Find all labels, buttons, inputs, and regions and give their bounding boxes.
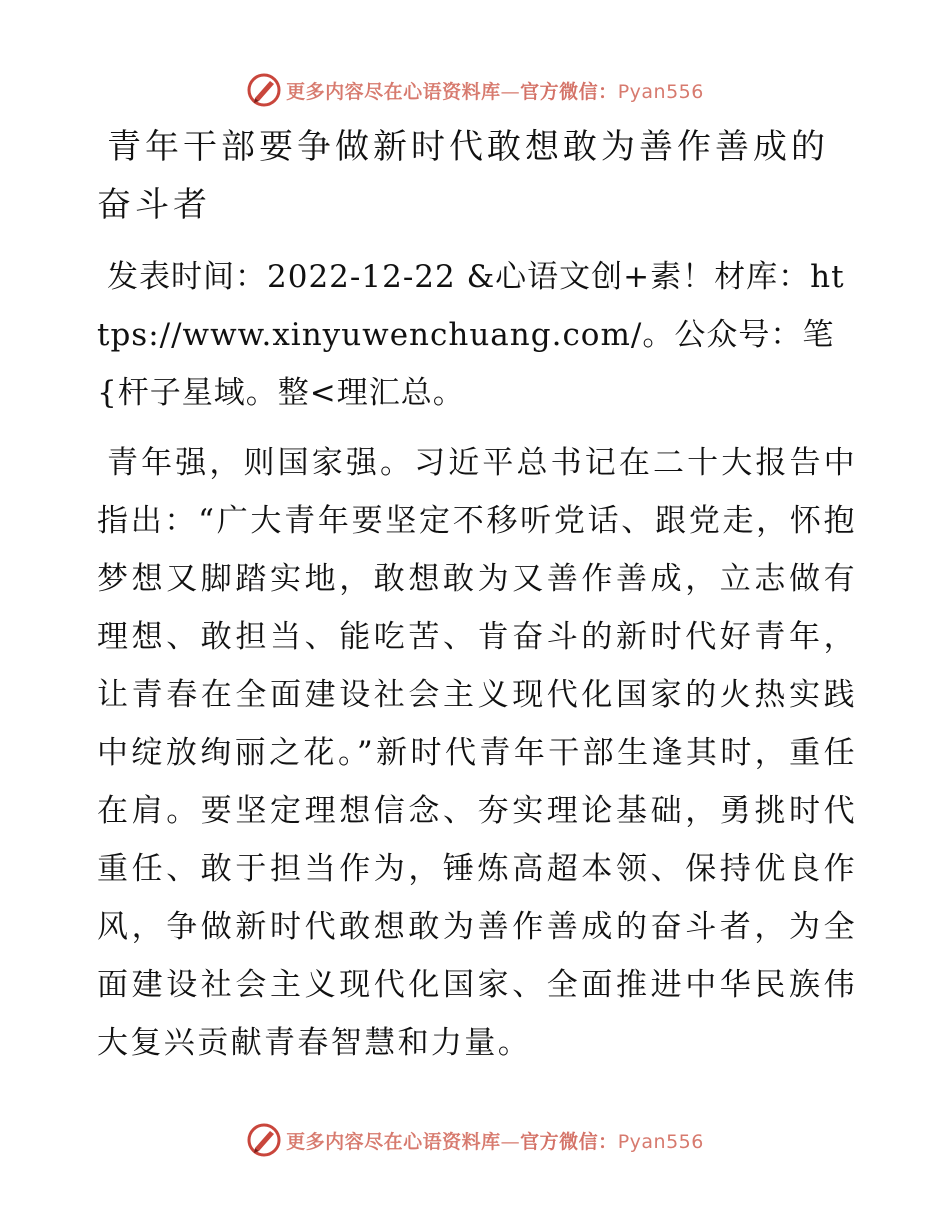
- article-title: 青年干部要争做新时代敢想敢为善作善成的奋斗者: [97, 127, 829, 225]
- document-content: [97, 118, 857, 1072]
- article-meta: 发表时间：2022-12-22 &心语文创+素！材库：https://www.xinyuwenchuang.com/。公众号：笔{杆子星域。整<理汇总。: [97, 259, 845, 411]
- header-watermark: [0, 70, 950, 110]
- watermark-wechat-label: 官方微信：: [520, 1130, 618, 1153]
- watermark-wechat-id: Pyan556: [617, 80, 704, 103]
- pen-logo-icon: [246, 72, 282, 108]
- watermark-text: [286, 77, 704, 104]
- watermark-dash: —: [500, 1130, 521, 1153]
- watermark-dash: —: [500, 80, 521, 103]
- watermark-wechat-id: Pyan556: [617, 1130, 704, 1153]
- watermark-main: 更多内容尽在心语资料库: [286, 1130, 501, 1153]
- watermark-main: 更多内容尽在心语资料库: [286, 80, 501, 103]
- watermark-wechat-label: 官方微信：: [520, 80, 618, 103]
- article-body: 青年强，则国家强。习近平总书记在二十大报告中指出：“广大青年要坚定不移听党话、跟党走，怀抱梦想又脚踏实地，敢想敢为又善作善成，立志做有理想、敢担当、能吃苦、肯奋斗的新时代好青年，让青春在全面建设社会主义现代化国家的火热实践中绽放绚丽之花。”新时代青年干部生逢其时，重任在肩。要坚定理想信念、夯实理论基础，勇挑时代重任、敢于担当作为，锤炼高超本领、保持优良作风，争做新时代敢想敢为善作善成的奋斗者，为全面建设社会主义现代化国家、全面推进中华民族伟大复兴贡献青春智慧和力量。: [97, 445, 857, 1061]
- pen-logo-icon: [246, 1122, 282, 1158]
- footer-watermark: [0, 1120, 950, 1160]
- watermark-text: [286, 1127, 704, 1154]
